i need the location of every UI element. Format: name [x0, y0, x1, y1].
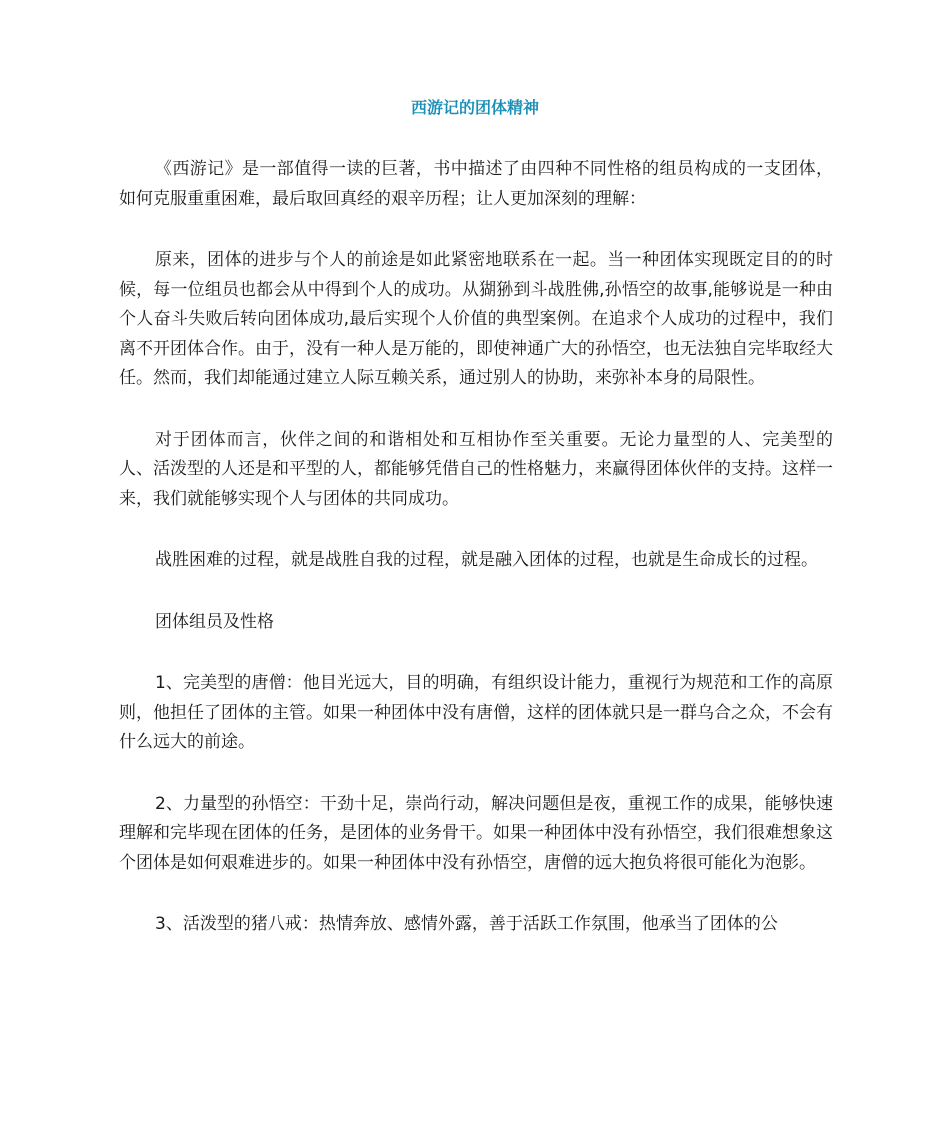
- paragraph-team-progress: 原来，团体的进步与个人的前途是如此紧密地联系在一起。当一种团体实现既定目的的时候，每一位组员也都会从中得到个人的成功。从猢狲到斗战胜佛,孙悟空的故事,能够说是一种由个人奋斗失败后转向团体成功,最后实现个人价值的典型案例。在追求个人成功的过程中，我们离不开团体合作。由于，没有一种人是万能的，即使神通广大的孙悟空，也无法独自完毕取经大任。然而，我们却能通过建立人际互赖关系，通过别人的协助，来弥补本身的局限性。: [119, 250, 833, 388]
- section-heading-members: 团体组员及性格: [155, 611, 274, 632]
- document-title: 西游记的团体精神: [410, 98, 539, 117]
- list-item-tang-seng: 1、完美型的唐僧：他目光远大，目的明确，有组织设计能力，重视行为规范和工作的高原则，他担任了团体的主管。如果一种团体中没有唐僧，这样的团体就只是一群乌合之众，不会有什么远大的前途。: [119, 673, 833, 752]
- list-item-zhu-bajie: 3、活泼型的猪八戒：热情奔放、感情外露，善于活跃工作氛围，他承当了团体的公: [155, 914, 778, 934]
- list-item-sun-wukong: 2、力量型的孙悟空：干劲十足，崇尚行动，解决问题但是夜，重视工作的成果，能够快速理解和完毕现在团体的任务，是团体的业务骨干。如果一种团体中没有孙悟空，我们很难想象这个团体是如何艰难进步的。如果一种团体中没有孙悟空，唐僧的远大抱负将很可能化为泡影。: [119, 793, 833, 873]
- paragraph-team-harmony: 对于团体而言，伙伴之间的和谐相处和互相协作至关重要。无论力量型的人、完美型的人、活泼型的人还是和平型的人，都能够凭借自己的性格魅力，来赢得团体伙伴的支持。这样一来，我们就能够实现个人与团体的共同成功。: [119, 429, 833, 509]
- paragraph-intro: 《西游记》是一部值得一读的巨著，书中描述了由四种不同性格的组员构成的一支团体，如何克服重重困难，最后取回真经的艰辛历程；让人更加深刻的理解：: [119, 159, 833, 209]
- document-body: [119, 155, 833, 972]
- paragraph-overcoming: 战胜困难的过程，就是战胜自我的过程，就是融入团体的过程，也就是生命成长的过程。: [155, 550, 818, 570]
